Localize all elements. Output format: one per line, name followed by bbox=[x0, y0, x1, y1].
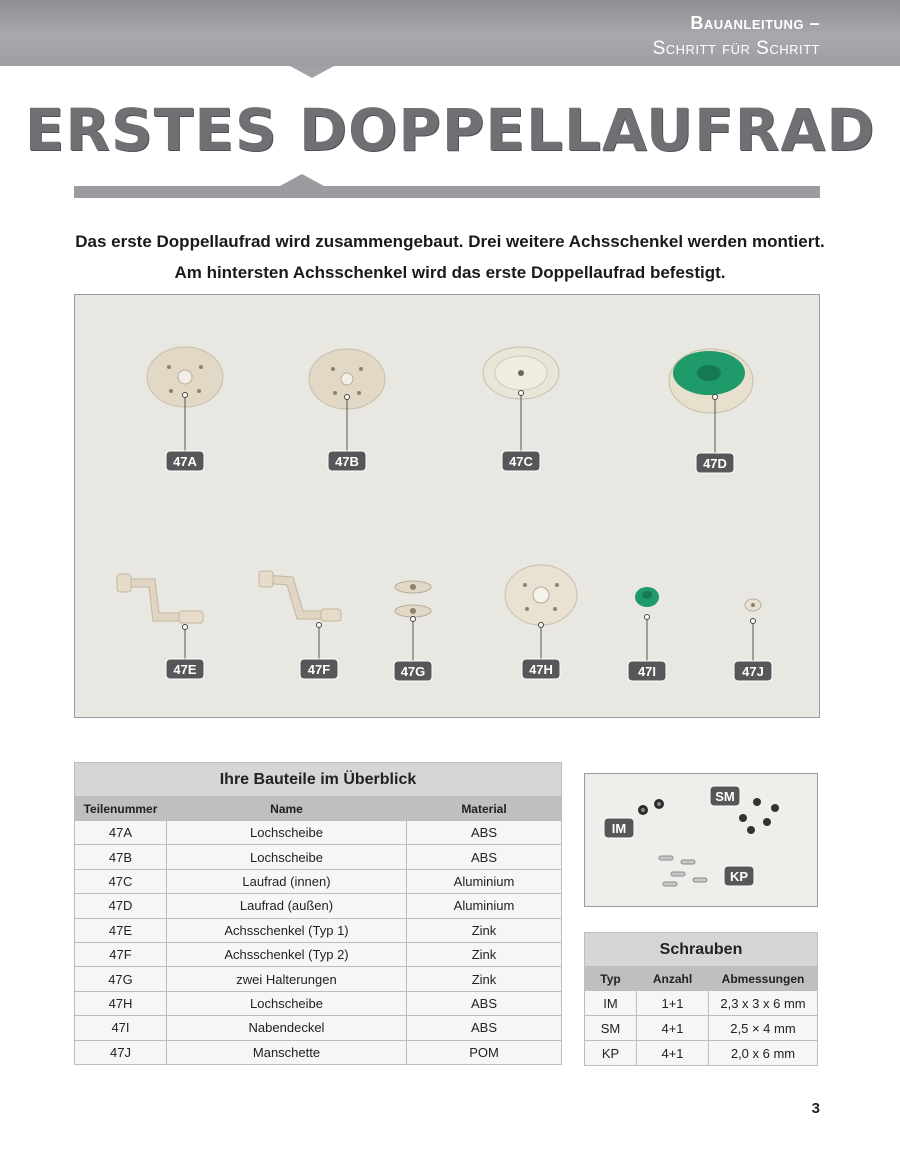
part-47j-image bbox=[745, 599, 761, 611]
screws-table-cell: 2,3 x 3 x 6 mm bbox=[709, 991, 818, 1016]
parts-table-cell: ABS bbox=[407, 991, 562, 1015]
screw-label-im bbox=[604, 818, 634, 838]
parts-table bbox=[74, 762, 562, 1065]
screws-table-body bbox=[585, 991, 818, 1066]
parts-table-cell: Zink bbox=[407, 918, 562, 942]
parts-table-cell: Aluminium bbox=[407, 894, 562, 918]
part-47h-image bbox=[505, 565, 577, 625]
parts-table-cell: Laufrad (außen) bbox=[167, 894, 407, 918]
parts-table-row bbox=[75, 918, 562, 942]
parts-table-cell: Manschette bbox=[167, 1040, 407, 1064]
parts-table-cell: ABS bbox=[407, 845, 562, 869]
screws-sm-image bbox=[739, 798, 779, 834]
parts-table-cell: Zink bbox=[407, 942, 562, 966]
parts-illustration bbox=[75, 295, 821, 719]
parts-photo bbox=[74, 294, 820, 718]
svg-text:IM: IM bbox=[611, 821, 627, 836]
page-number: 3 bbox=[811, 1100, 820, 1117]
page-title: ERSTES DOPPELLAUFRAD bbox=[24, 96, 876, 164]
screws-table-cell: 2,0 x 6 mm bbox=[709, 1041, 818, 1066]
parts-table-row bbox=[75, 845, 562, 869]
svg-text:47H: 47H bbox=[529, 662, 553, 677]
parts-header-material: Material bbox=[407, 797, 562, 821]
screws-photo bbox=[584, 773, 818, 907]
parts-table-body bbox=[75, 821, 562, 1065]
parts-table-cell: 47E bbox=[75, 918, 167, 942]
parts-table-cell: Lochscheibe bbox=[167, 991, 407, 1015]
parts-header-name: Name bbox=[167, 797, 407, 821]
parts-table-caption: Ihre Bauteile im Überblick bbox=[75, 763, 562, 797]
screw-label-kp bbox=[724, 866, 754, 886]
svg-text:47C: 47C bbox=[509, 454, 533, 469]
svg-text:47D: 47D bbox=[703, 456, 727, 471]
parts-table-cell: Lochscheibe bbox=[167, 821, 407, 845]
series-title bbox=[653, 10, 820, 62]
screws-table-cell: 1+1 bbox=[637, 991, 709, 1016]
parts-table-row bbox=[75, 991, 562, 1015]
part-47f-image bbox=[259, 571, 341, 621]
parts-table-row bbox=[75, 1016, 562, 1040]
parts-table-cell: ABS bbox=[407, 821, 562, 845]
parts-table-cell: 47J bbox=[75, 1040, 167, 1064]
svg-text:47E: 47E bbox=[173, 662, 197, 677]
parts-table-cell: 47G bbox=[75, 967, 167, 991]
intro-text: Das erste Doppellaufrad wird zusammengebaut. Drei weitere Achsschenkel werden montiert. Am hintersten Achsschenkel wird das erste Doppellaufrad befestigt. bbox=[75, 232, 825, 282]
parts-table-cell: ABS bbox=[407, 1016, 562, 1040]
screws-illustration bbox=[585, 774, 819, 908]
part-label-47c bbox=[502, 391, 540, 472]
parts-table-cell: Zink bbox=[407, 967, 562, 991]
screws-table bbox=[584, 932, 818, 1066]
part-47g-image bbox=[395, 581, 431, 617]
svg-text:47B: 47B bbox=[335, 454, 359, 469]
parts-table-cell: 47I bbox=[75, 1016, 167, 1040]
series-title-line2: Schritt für Schritt bbox=[652, 38, 820, 59]
part-label-47i bbox=[628, 615, 666, 682]
part-label-47j bbox=[734, 619, 772, 682]
screws-table-cell: 4+1 bbox=[637, 1041, 709, 1066]
parts-table-row bbox=[75, 967, 562, 991]
parts-table-cell: 47H bbox=[75, 991, 167, 1015]
parts-table-row bbox=[75, 942, 562, 966]
screws-table-cell: KP bbox=[585, 1041, 637, 1066]
parts-table-cell: 47C bbox=[75, 869, 167, 893]
part-label-47g bbox=[394, 617, 432, 682]
part-label-47h bbox=[522, 623, 560, 680]
part-47e-image bbox=[117, 574, 203, 623]
series-title-line1: Bauanleitung – bbox=[690, 13, 820, 33]
part-47i-image bbox=[635, 587, 659, 607]
title-underline bbox=[74, 186, 820, 198]
screws-table-cell: SM bbox=[585, 1016, 637, 1041]
screws-kp-image bbox=[659, 856, 707, 886]
screws-im-image bbox=[638, 799, 664, 815]
screws-table-cell: IM bbox=[585, 991, 637, 1016]
parts-table-row bbox=[75, 894, 562, 918]
parts-table-row bbox=[75, 821, 562, 845]
part-label-47f bbox=[300, 623, 338, 680]
svg-text:SM: SM bbox=[715, 789, 735, 804]
parts-table-row bbox=[75, 869, 562, 893]
parts-table-cell: 47F bbox=[75, 942, 167, 966]
parts-table-row bbox=[75, 1040, 562, 1064]
screws-table-row bbox=[585, 1016, 818, 1041]
screw-label-sm bbox=[710, 786, 740, 806]
svg-text:47I: 47I bbox=[637, 664, 657, 679]
parts-table-cell: Aluminium bbox=[407, 869, 562, 893]
parts-table-cell: zwei Halterungen bbox=[167, 967, 407, 991]
part-label-47e bbox=[166, 625, 204, 680]
screws-table-caption: Schrauben bbox=[585, 933, 818, 967]
screws-table-row bbox=[585, 1041, 818, 1066]
screws-table-cell: 2,5 × 4 mm bbox=[709, 1016, 818, 1041]
screws-header-dimensions: Abmessungen bbox=[709, 967, 818, 991]
parts-header-number: Teilenummer bbox=[75, 797, 167, 821]
svg-text:KP: KP bbox=[729, 869, 749, 884]
screws-header-type: Typ bbox=[585, 967, 637, 991]
screws-header-count: Anzahl bbox=[637, 967, 709, 991]
svg-text:47J: 47J bbox=[742, 664, 764, 679]
parts-table-cell: Achsschenkel (Typ 2) bbox=[167, 942, 407, 966]
screws-table-cell: 4+1 bbox=[637, 1016, 709, 1041]
parts-table-cell: Nabendeckel bbox=[167, 1016, 407, 1040]
screws-table-row bbox=[585, 991, 818, 1016]
parts-table-cell: 47A bbox=[75, 821, 167, 845]
parts-table-cell: POM bbox=[407, 1040, 562, 1064]
parts-table-cell: Lochscheibe bbox=[167, 845, 407, 869]
svg-text:47F: 47F bbox=[307, 662, 331, 677]
parts-table-cell: Laufrad (innen) bbox=[167, 869, 407, 893]
parts-table-cell: 47B bbox=[75, 845, 167, 869]
parts-table-cell: Achsschenkel (Typ 1) bbox=[167, 918, 407, 942]
part-47d-image bbox=[669, 349, 753, 413]
parts-table-cell: 47D bbox=[75, 894, 167, 918]
svg-text:47A: 47A bbox=[173, 454, 197, 469]
svg-text:47G: 47G bbox=[400, 664, 426, 679]
